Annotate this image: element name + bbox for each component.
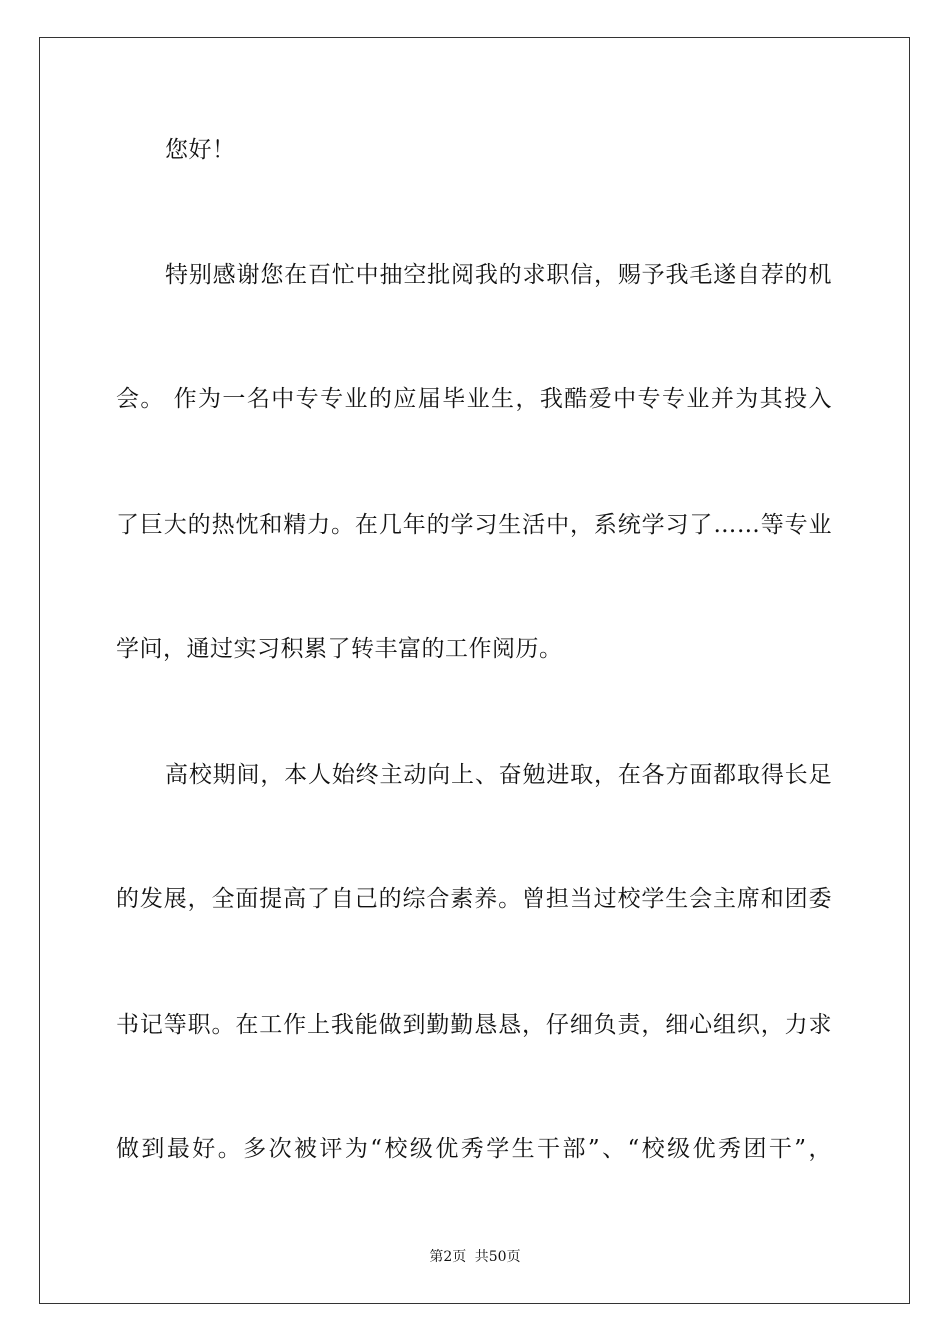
body-line-7: 书记等职。在工作上我能做到勤勤恳恳，仔细负责，细心组织，力求 — [116, 1012, 832, 1038]
page-footer — [0, 1248, 950, 1266]
body-line-5: 高校期间，本人始终主动向上、奋勉进取，在各方面都取得长足 — [165, 762, 832, 788]
body-line-8: 做到最好。多次被评为“校级优秀学生干部”、“校级优秀团干”， — [116, 1136, 832, 1162]
body-line-4: 学问，通过实习积累了转丰富的工作阅历。 — [116, 636, 563, 662]
page-border — [39, 37, 910, 1304]
page-total: 共50页 — [474, 1249, 521, 1265]
greeting-line: 您好！ — [165, 137, 236, 163]
body-line-1: 特别感谢您在百忙中抽空批阅我的求职信，赐予我毛遂自荐的机 — [165, 262, 832, 288]
body-line-2: 会。 作为一名中专专业的应届毕业生，我酷爱中专专业并为其投入 — [116, 386, 832, 412]
body-line-3: 了巨大的热忱和精力。在几年的学习生活中，系统学习了……等专业 — [116, 512, 832, 538]
page-number: 第2页 — [429, 1249, 467, 1265]
body-line-6: 的发展，全面提高了自己的综合素养。曾担当过校学生会主席和团委 — [116, 886, 832, 912]
